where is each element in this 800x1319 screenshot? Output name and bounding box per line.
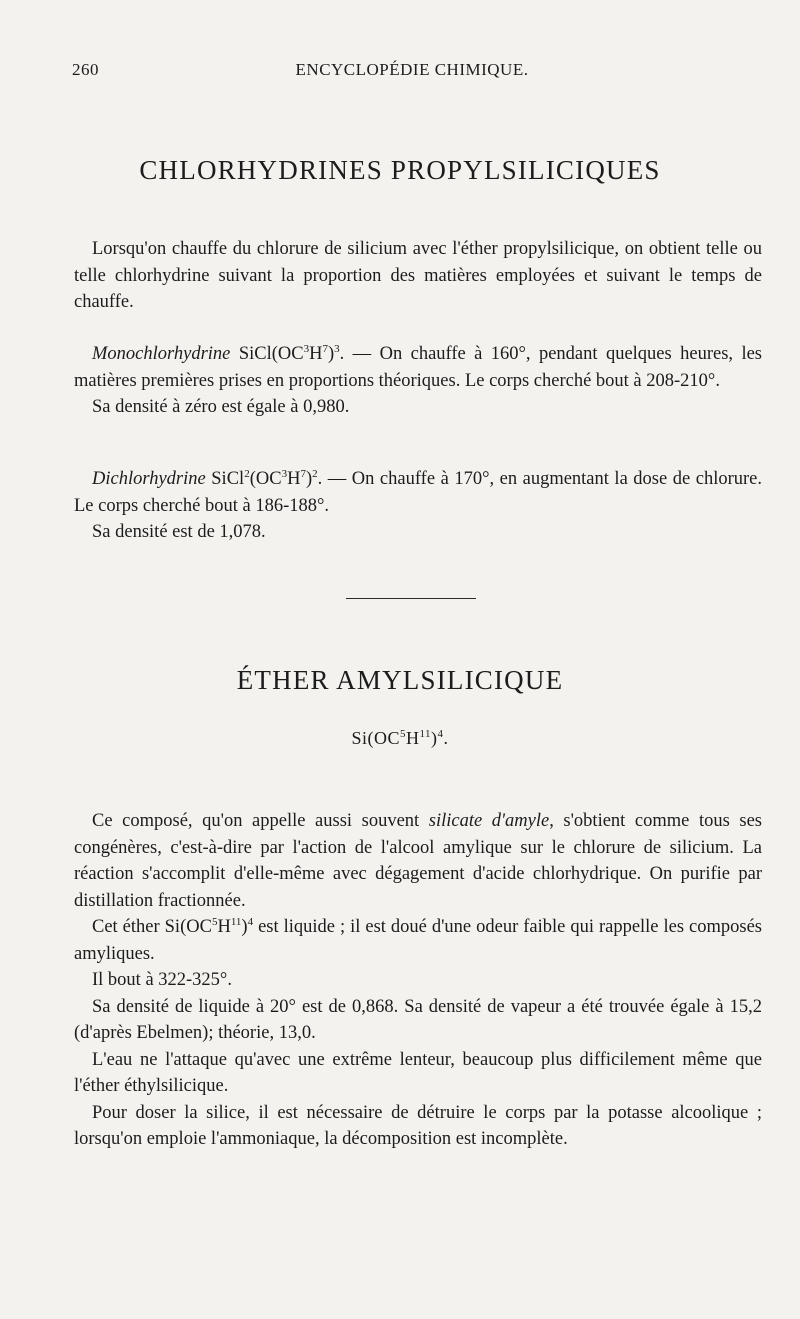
paragraph-water-reaction: L'eau ne l'attaque qu'avec une extrême lenteur, beaucoup plus difficilement même que l'éther éthylsilicique. — [74, 1049, 762, 1096]
section-divider — [346, 598, 476, 599]
paragraph-intro: Lorsqu'on chauffe du chlorure de silicium avec l'éther propylsilicique, on obtient telle ou telle chlorhydrine suivant la proportion des matières employées et suivant le temps de chauffe. — [74, 239, 762, 312]
formula-ether-amylsilicique: $Si(OC^5H^{11})^4$. — [351, 728, 449, 748]
formula-mono: $SiCl(OC^3H^7)^3$ — [238, 343, 340, 364]
section-title-chlorhydrines: CHLORHYDRINES PROPYLSILICIQUES — [139, 155, 661, 185]
paragraph-silica-dosage: Pour doser la silice, il est nécessaire de détruire le corps par la potasse alcoolique ; lorsqu'on emploie l'ammoniaque, la décomposition est incomplète. — [74, 1102, 762, 1149]
paragraph-properties: Cet éther $Si(OC^5H^{11})^4$ est liquide ; il est doué d'une odeur faible qui rappelle les composés amyliques. — [74, 916, 763, 964]
paragraph-preparation: Ce composé, qu'on appelle aussi souvent silicate d'amyle, s'obtient comme tous ses congénères, c'est-à-dire par l'action de l'alcool amylique sur le chlorure de silicium. La réaction s'accomplit d'elle-même avec dégagement d'acide chlorhydrique. On purifie par distillation fractionnée. — [74, 811, 762, 911]
paragraph-dichlorhydrine — [74, 466, 762, 546]
section-chlorhydrines-body — [74, 236, 762, 316]
paragraph-density: Sa densité de liquide à 20° est de 0,868. Sa densité de vapeur a été trouvée égale à 15,2 (d'après Ebelmen); théorie, 13,0. — [74, 996, 762, 1043]
page-number: 260 — [72, 60, 99, 79]
mono-description: . — On chauffe à 160°, pendant quelques heures, les matières premières prises en proportions théoriques. Le corps cherché bout à 208-210°. — [74, 344, 763, 391]
di-description: . — On chauffe à 170°, en augmentant la dose de chlorure. Le corps cherché bout à 186-188°. — [74, 469, 762, 516]
running-title: ENCYCLOPÉDIE CHIMIQUE. — [295, 60, 529, 79]
paragraph-monochlorhydrine — [74, 341, 762, 421]
compound-name-di: Dichlorhydrine — [92, 469, 206, 489]
compound-name-mono: Monochlorhydrine — [92, 344, 231, 364]
di-density: Sa densité est de 1,078. — [92, 522, 266, 542]
section-title-ether-amylsilicique: ÉTHER AMYLSILICIQUE — [236, 665, 564, 695]
formula-di: $SiCl^2(OC^3H^7)^2$ — [211, 468, 318, 489]
synonym-silicate-amyle: silicate d'amyle — [428, 811, 550, 831]
mono-density: Sa densité à zéro est égale à 0,980. — [92, 397, 350, 417]
running-head — [72, 60, 752, 84]
paragraph-boiling-point: Il bout à 322-325°. — [92, 970, 232, 990]
section-ether-body — [74, 808, 762, 1153]
